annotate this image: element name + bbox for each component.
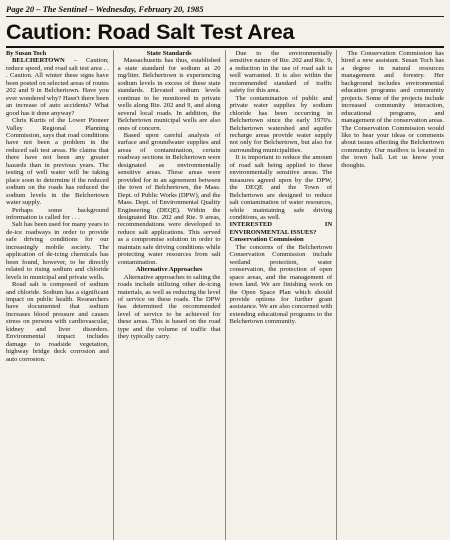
headline-rule bbox=[6, 46, 444, 48]
article-columns bbox=[6, 50, 444, 540]
column-4 bbox=[336, 50, 444, 540]
headline: Caution: Road Salt Test Area bbox=[6, 20, 295, 44]
paragraph: Massachusetts has thus, established a state standard for sodium at 20 mg/liter. Belchertown is experiencing sodium levels in excess of these state standards. Elevated sodium levels continue to be monitored in private wells along Rte. 202 and 9, and along several local roads. In addition, the Belchertown municipal wells are also ones of concern. bbox=[117, 57, 221, 132]
paragraph: The contamination of public and private water supplies by sodium chloride has been occurring in Belchertown since the early 1970's. Belchertown watershed and aquifer recharge areas provide water supply not only for Belchertown, but also for surrounding municipalities. bbox=[229, 94, 333, 154]
subhead-alternative-approaches: Alternative Approaches bbox=[135, 266, 203, 274]
column-1 bbox=[6, 50, 109, 540]
paragraph: It is important to reduce the amount of road salt being applied to these environmentally sensitive areas. The measures agreed upon by the DPW, the DEQE and the Town of Belchertown are designed to reduce salt contamination of water resources, while maintaining safe driving conditions, as well. bbox=[229, 154, 333, 221]
column-3 bbox=[225, 50, 333, 540]
subhead-state-standards: State Standards bbox=[146, 50, 192, 57]
paragraph: The concerns of the Belchertown Conservation Commission include wetland protection, water conservation, the protection of open space areas, and the management of town land. We are finishing work on the Open Space Plan which should provide options for further grant assistance. We are also concerned with extending educational programs to the Belchertown community. bbox=[229, 243, 333, 326]
paragraph: Due to the environmentally sensitive nature of Rte. 202 and Rte. 9, a reduction in the use of road salt is well warranted. It is also within the recommended standard of traffic safety for this area. bbox=[229, 50, 333, 95]
paragraph: Salt has been used for many years to de-ice roadways in order to provide safe driving conditions for our increasingly mobile society. The application of de-icing chemicals has been found, however, to be directly related to rising sodium and chloride levels in municipal and private wells. bbox=[6, 221, 109, 281]
paragraph: Alternative approaches to salting the roads include utilizing other de-icing materials, as well as reducing the level of service on these roads. The DPW has determined the recommended level of service to be achieved for these areas. This is based on the road type and the volume of traffic that they typically carry. bbox=[117, 273, 221, 341]
paragraph: Perhaps some background information is called for . . . bbox=[6, 206, 109, 221]
interest-heading: INTERESTED IN ENVIRONMENTAL ISSUES? bbox=[229, 221, 333, 236]
paragraph: The Conservation Commission has hired a new assistant. Susan Toch has a degree in natural resources management and forestry. Her background includes environmental education programs and community projects. Some of the projects include increased community interaction, educational programs, and management of the conservation areas. The Conservation Commission would like to hear your ideas or comments about issues affecting the Belchertown community. Our mailbox is located in the town hall. Let us know your thoughts. bbox=[341, 50, 444, 169]
dateline: BELCHERTOWN bbox=[12, 57, 65, 65]
paragraph: Based upon careful analysis of surface and groundwater supplies and areas of contamination, certain roadway sections in Belchertown were designated as environmentally sensitive areas. These areas were provided for in an agreement between the town of Belchertown, the Mass. Dept. of Public Works (DPW), and the Mass. Dept. of Environmental Quality Engineering (DEQE). Within the designated Rte. 202 and Rte. 9 areas, recommendations were developed to reduce salt applications. This served as a compromise solution in order to maintain safe driving conditions while protecting water resources from salt contamination. bbox=[117, 131, 221, 266]
paragraph bbox=[6, 57, 109, 117]
subhead-conservation-commission: Conservation Commission bbox=[229, 236, 304, 244]
paragraph: Chris Kurtis of the Lower Pioneer Valley Regional Planning Commission, says that road conditions have not been a problem in the reduced salt test areas. He claims that there have not been any greater hazards than in previous years. The testing of well water will be taking place soon to determine if the reduced sodium on the roads has reduced the sodium levels in the Belchertown water supply. bbox=[6, 117, 109, 207]
paragraph-text: – Caution; reduce speed, end road salt test area . . . Caution. All winter these signs have been posted on selected areas of routes 202 and 9 in Belchertown. Have you ever wondered why? Hasn't there been an increase of auto accidents? What good has it done anyway? bbox=[6, 57, 109, 117]
column-2 bbox=[113, 50, 221, 540]
paragraph: Road salt is composed of sodium and chloride. Sodium has a significant impact on public health. Researchers have documented that sodium increases blood pressure and causes stress on persons with cardiovascular, kidney and liver disorders. Environmental impact includes damage to roadside vegetation, highway bridge deck corrosion and auto corrosion. bbox=[6, 281, 109, 363]
byline: By Susan Toch bbox=[6, 50, 47, 57]
page-header: Page 20 – The Sentinel – Wednesday, February 20, 1985 bbox=[6, 4, 444, 17]
